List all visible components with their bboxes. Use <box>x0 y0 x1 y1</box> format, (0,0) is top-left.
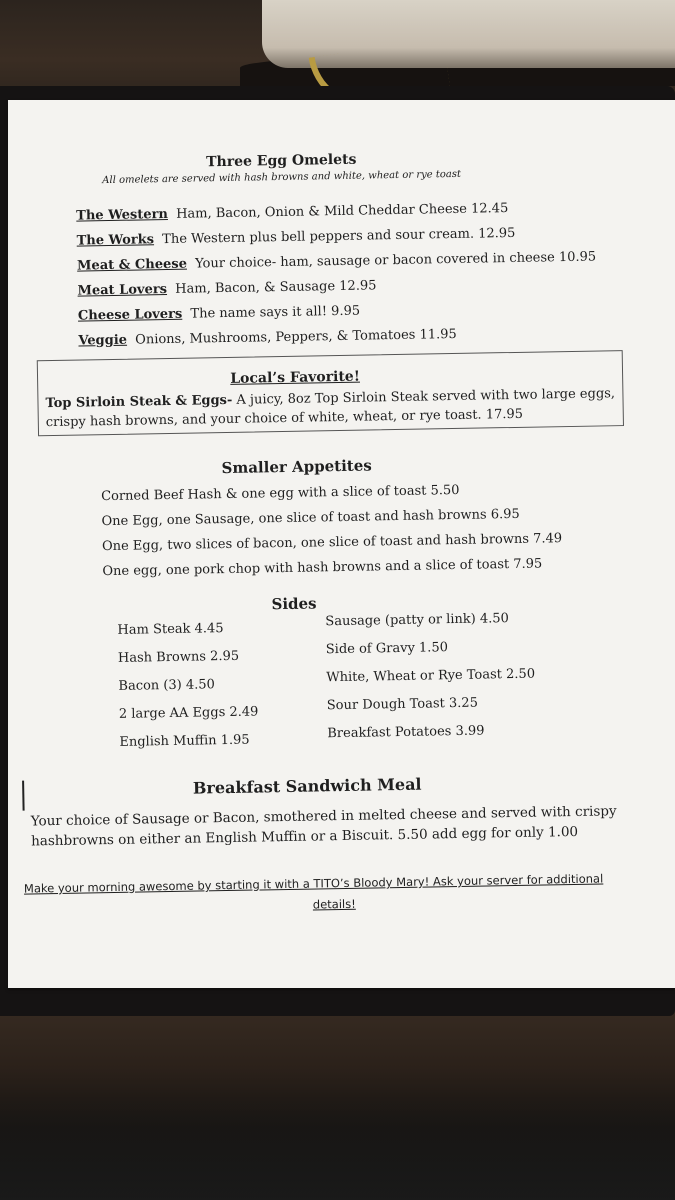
floor-shadow <box>0 1100 675 1200</box>
smaller-item: One Egg, two slices of bacon, one slice of toast and hash browns 7.49 <box>101 531 563 555</box>
omelet-desc: Ham, Bacon, & Sausage 12.95 <box>175 278 377 297</box>
side-item: Sour Dough Toast 3.25 <box>326 695 479 714</box>
smaller-title: Smaller Appetites <box>221 456 372 478</box>
omelet-desc: The name says it all! 9.95 <box>190 303 361 322</box>
side-item: Side of Gravy 1.50 <box>325 640 449 658</box>
omelet-desc: Your choice- ham, sausage or bacon covered in cheese 10.95 <box>195 249 597 272</box>
omelet-item <box>77 226 516 249</box>
side-item: Ham Steak 4.45 <box>117 621 224 638</box>
side-item: Bacon (3) 4.50 <box>118 677 215 694</box>
menu-sheet <box>8 100 675 988</box>
omelet-item <box>78 304 360 324</box>
omelet-name: The Western <box>76 206 168 224</box>
smaller-item: Corned Beef Hash & one egg with a slice of toast 5.50 <box>101 482 460 505</box>
omelet-item <box>76 201 508 224</box>
side-item: Breakfast Potatoes 3.99 <box>327 723 485 742</box>
promo-line-2: details! <box>312 896 356 912</box>
side-item: 2 large AA Eggs 2.49 <box>118 704 259 722</box>
omelet-desc: Ham, Bacon, Onion & Mild Cheddar Cheese 12.45 <box>175 201 509 222</box>
favorite-desc-1: A juicy, 8oz Top Sirloin Steak served with two large eggs, <box>236 386 616 408</box>
omelet-item <box>77 278 376 298</box>
omelet-name: Veggie <box>78 332 128 349</box>
omelet-item <box>77 250 596 274</box>
omelet-name: Meat Lovers <box>77 282 168 299</box>
side-item: English Muffin 1.95 <box>119 732 250 750</box>
sandwich-title: Breakfast Sandwich Meal <box>192 774 422 798</box>
sandwich-desc-1: Your choice of Sausage or Bacon, smothered in melted cheese and served with crispy <box>30 803 617 830</box>
favorite-title: Local’s Favorite! <box>230 368 361 387</box>
promo-line-1: Make your morning awesome by starting it with a TITO’s Bloody Mary! Ask your server for additional <box>23 871 604 896</box>
omelet-item <box>78 327 457 349</box>
favorite-item-name: Top Sirloin Steak & Eggs- <box>45 392 233 412</box>
favorite-desc-2: crispy hash browns, and your choice of white, wheat, or rye toast. 17.95 <box>45 406 524 431</box>
omelet-desc: The Western plus bell peppers and sour cream. 12.95 <box>162 225 516 248</box>
omelet-name: The Works <box>76 232 155 249</box>
omelets-title: Three Egg Omelets <box>206 151 357 171</box>
sandwich-desc-2: hashbrowns on either an English Muffin or a Biscuit. 5.50 add egg for only 1.00 <box>31 823 579 850</box>
side-item: White, Wheat or Rye Toast 2.50 <box>326 666 536 686</box>
omelet-name: Cheese Lovers <box>77 306 183 324</box>
side-item: Hash Browns 2.95 <box>117 648 240 666</box>
omelet-desc: Onions, Mushrooms, Peppers, & Tomatoes 11.95 <box>135 326 457 348</box>
omelet-name: Meat & Cheese <box>76 256 188 274</box>
sides-title: Sides <box>271 594 317 614</box>
omelets-subtitle: All omelets are served with hash browns and white, wheat or rye toast <box>102 168 462 187</box>
smaller-item: One egg, one pork chop with hash browns and a slice of toast 7.95 <box>102 556 543 580</box>
smaller-item: One Egg, one Sausage, one slice of toast and hash browns 6.95 <box>101 506 520 530</box>
side-item: Sausage (patty or link) 4.50 <box>325 611 510 630</box>
